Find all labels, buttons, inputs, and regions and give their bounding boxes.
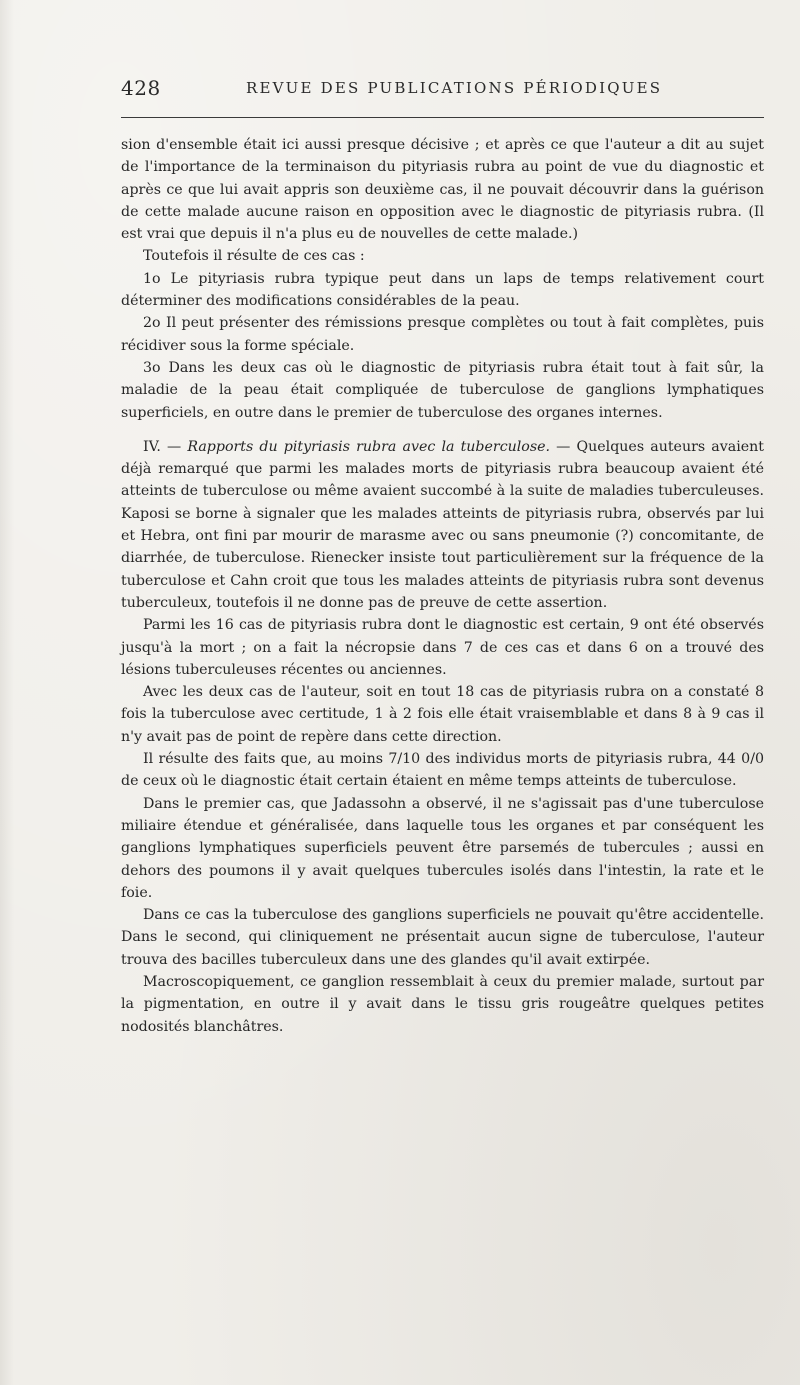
section-number: IV. — xyxy=(143,438,188,455)
section-iv-paragraph xyxy=(121,436,764,614)
paragraph: Macroscopiquement, ce ganglion ressemblait à ceux du premier malade, surtout par la pigmentation, en outre il y avait dans le tissu gris rougeâtre quelques petites nodosités blanchâtres. xyxy=(121,973,764,1035)
paragraph: Toutefois il résulte de ces cas : xyxy=(143,248,365,265)
page-header xyxy=(121,76,764,102)
header-rule xyxy=(121,117,764,118)
section-text: — Quelques auteurs avaient déjà remarqué que parmi les malades morts de pityriasis rubra beaucoup avaient été atteints de tuberculose ou même avaient succombé à la suite de maladies tuberculeuses. Kaposi se borne à signaler que les malades atteints de pityriasis rubra, observés par lui et Hebra, ont fini par mourir de marasme avec ou sans pneumonie (?) concomitante, de diarrhée, de tuberculose. Rienecker insiste tout particulièrement sur la fréquence de la tuberculose et Cahn croit que tous les malades atteints de pityriasis rubra sont devenus tuberculeux, toutefois il ne donne pas de preuve de cette assertion. xyxy=(121,438,764,611)
list-item-2: 2o Il peut présenter des rémissions presque complètes ou tout à fait complètes, puis récidiver sous la forme spéciale. xyxy=(121,315,764,354)
section-title: Rapports du pityriasis rubra avec la tuberculose. xyxy=(187,438,551,455)
paragraph: Avec les deux cas de l'auteur, soit en tout 18 cas de pityriasis rubra on a constaté 8 fois la tuberculose avec certitude, 1 à 2 fois elle était vraisemblable et dans 8 à 9 cas il n'y avait pas de point de repère dans cette direction. xyxy=(121,684,764,745)
list-item-1: 1o Le pityriasis rubra typique peut dans un laps de temps relativement court déterminer des modifications considérables de la peau. xyxy=(121,270,764,310)
paragraph: Dans ce cas la tuberculose des ganglions superficiels ne pouvait qu'être accidentelle. Dans le second, qui cliniquement ne présentait aucun signe de tuberculose, l'auteur trouva des bacilles tuberculeux dans une des glandes qu'il avait extirpée. xyxy=(121,907,764,968)
running-title: REVUE DES PUBLICATIONS PÉRIODIQUES xyxy=(246,79,663,97)
list-item-3: 3o Dans les deux cas où le diagnostic de pityriasis rubra était tout à fait sûr, la maladie de la peau était compliquée de tuberculose de ganglions lymphatiques superficiels, en outre dans le premier de tuberculose des organes internes. xyxy=(121,359,764,421)
paragraph-continuation: sion d'ensemble était ici aussi presque décisive ; et après ce que l'auteur a dit au sujet de l'importance de la terminaison du pityriasis rubra au point de vue du diagnostic et après ce que lui avait appris son deuxième cas, il ne pouvait découvrir dans la guérison de cette malade aucune raison en opposition avec le diagnostic de pityriasis rubra. (Il est vrai que depuis il n'a plus eu de nouvelles de cette malade.) xyxy=(121,137,764,243)
paragraph: Il résulte des faits que, au moins 7/10 des individus morts de pityriasis rubra, 44 0/0 de ceux où le diagnostic était certain étaient en même temps atteints de tuberculose. xyxy=(121,751,764,790)
page-gutter-shadow xyxy=(0,0,14,1385)
paragraph: Parmi les 16 cas de pityriasis rubra dont le diagnostic est certain, 9 ont été observés jusqu'à la mort ; on a fait la nécropsie dans 7 de ces cas et dans 6 on a trouvé des lésions tuberculeuses récentes ou anciennes. xyxy=(121,617,764,678)
paragraph: Dans le premier cas, que Jadassohn a observé, il ne s'agissait pas d'une tuberculose miliaire étendue et généralisée, dans laquelle tous les organes et par conséquent les ganglions lymphatiques superficiels peuvent être parsemés de tubercules ; aussi en dehors des poumons il y avait quelques tubercules isolés dans l'intestin, la rate et le foie. xyxy=(121,795,764,901)
article-body xyxy=(121,134,764,1038)
page-number: 428 xyxy=(121,76,161,100)
